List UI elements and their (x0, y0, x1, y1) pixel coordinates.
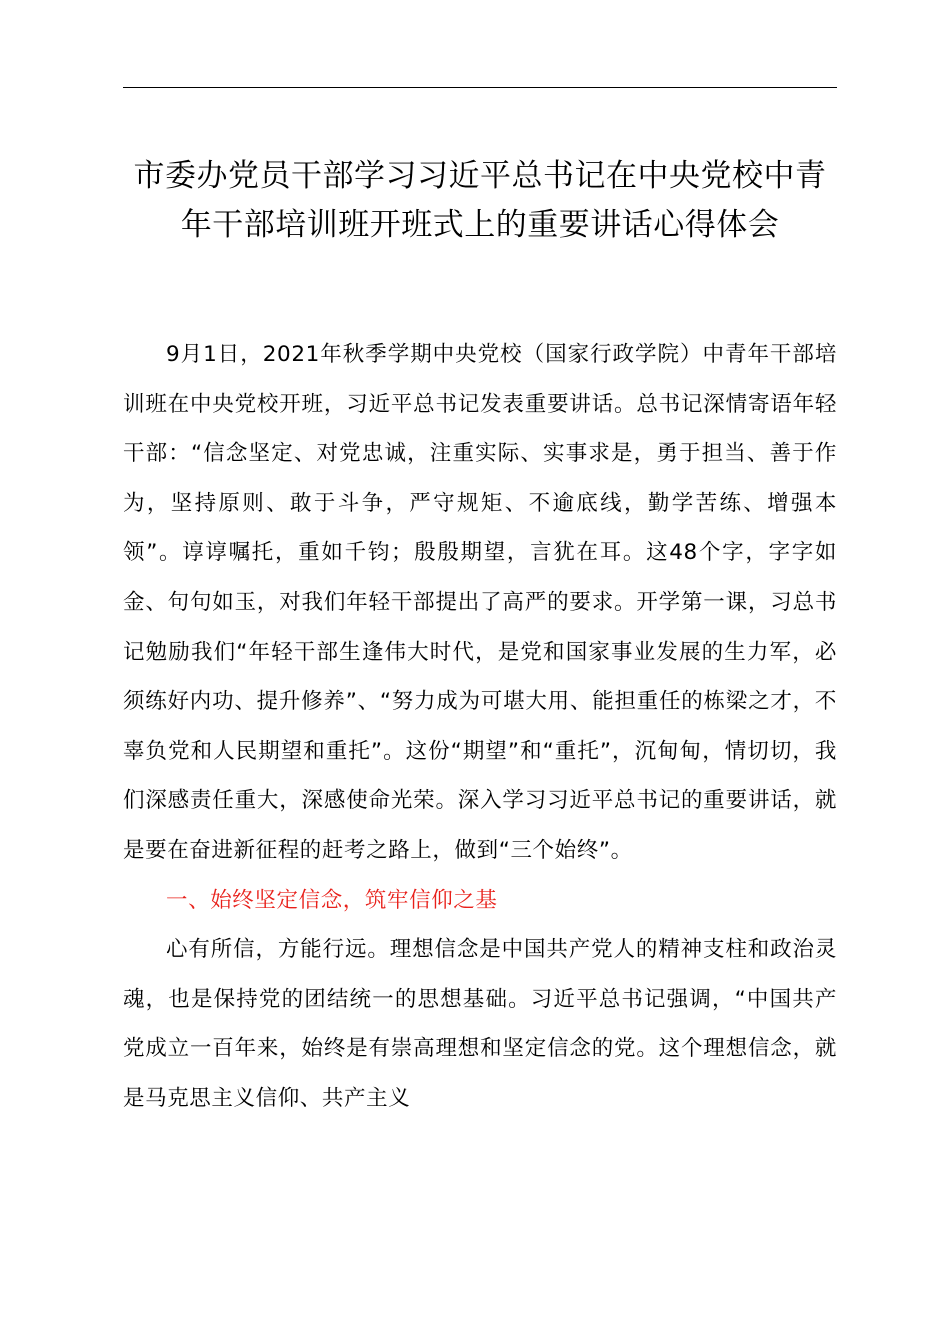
document-title: 市委办党员干部学习习近平总书记在中央党校中青年干部培训班开班式上的重要讲话心得体会 (133, 158, 827, 243)
header-rule (123, 87, 837, 88)
document-body (123, 330, 837, 1124)
paragraph-intro: 9月1日，2021年秋季学期中央党校（国家行政学院）中青年干部培训班在中央党校开班，习近平总书记发表重要讲话。总书记深情寄语年轻干部：“信念坚定、对党忠诚，注重实际、实事求是，勇于担当、善于作为，坚持原则、敢于斗争，严守规矩、不逾底线，勤学苦练、增强本领”。谆谆嘱托，重如千钧；殷殷期望，言犹在耳。这48个字，字字如金、句句如玉，对我们年轻干部提出了高严的要求。开学第一课，习总书记勉励我们“年轻干部生逢伟大时代，是党和国家事业发展的生力军，必须练好内功、提升修养”、“努力成为可堪大用、能担重任的栋梁之才，不辜负党和人民期望和重托”。这份“期望”和“重托”，沉甸甸，情切切，我们深感责任重大，深感使命光荣。深入学习习近平总书记的重要讲话，就是要在奋进新征程的赶考之路上，做到“三个始终”。 (123, 342, 837, 863)
paragraph-section-1: 心有所信，方能行远。理想信念是中国共产党人的精神支柱和政治灵魂，也是保持党的团结统一的思想基础。习近平总书记强调，“中国共产党成立一百年来，始终是有崇高理想和坚定信念的党。这个理想信念，就是马克思主义信仰、共产主义 (123, 937, 837, 1111)
section-heading-1: 一、始终坚定信念，筑牢信仰之基 (166, 887, 498, 913)
